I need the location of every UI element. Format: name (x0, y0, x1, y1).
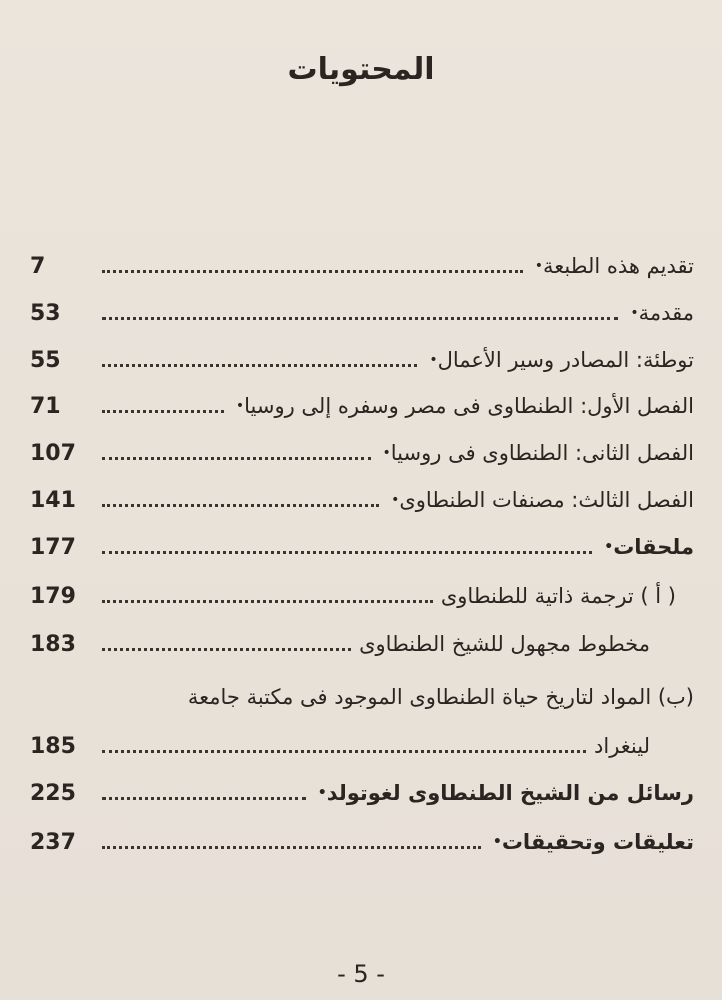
bullet: • (429, 352, 438, 368)
toc-page-number: 183 (30, 631, 76, 657)
dot-leader (102, 648, 351, 651)
toc-row (30, 677, 694, 717)
toc-page-number: 177 (30, 534, 76, 560)
page-number-footer: - 5 - (337, 960, 385, 988)
bullet: • (235, 398, 245, 414)
toc-page-number: 185 (30, 733, 76, 759)
toc-label: مقدمة (638, 301, 694, 325)
toc-page-number: 225 (30, 780, 76, 806)
dot-leader (102, 410, 224, 413)
toc-label: تعليقات وتحقيقات (501, 830, 694, 854)
toc-row (30, 624, 694, 664)
toc-entry (425, 348, 694, 372)
toc-label: توطئة: المصادر وسير الأعمال (437, 348, 694, 372)
toc-page-number: 71 (30, 393, 61, 419)
toc-label: الفصل الأول: الطنطاوى فى مصر وسفره إلى روسيا (244, 394, 694, 418)
dot-leader (102, 270, 523, 273)
toc-row (30, 386, 694, 426)
dot-leader (102, 364, 417, 367)
toc-entry (594, 734, 694, 758)
toc-entry (232, 394, 694, 418)
bullet: • (317, 785, 327, 801)
toc-row (30, 773, 694, 813)
dot-leader (102, 797, 306, 800)
toc-row (30, 433, 694, 473)
toc-entry (600, 535, 694, 559)
toc-page-number: 107 (30, 440, 76, 466)
toc-row (30, 576, 694, 616)
toc-page-number: 7 (30, 253, 46, 279)
toc-row (30, 480, 694, 520)
toc-label: رسائل من الشيخ الطنطاوى لغوتولد (326, 781, 694, 805)
toc-page-number: 237 (30, 829, 76, 855)
toc-label: الفصل الثانى: الطنطاوى فى روسيا (390, 441, 694, 465)
toc-entry (626, 301, 694, 325)
toc-entry (188, 685, 694, 709)
bullet: • (382, 445, 391, 461)
bullet: • (630, 305, 639, 321)
toc-row (30, 822, 694, 862)
toc-entry (359, 632, 694, 656)
toc-entry (441, 584, 694, 608)
toc-label: ( أ ) ترجمة ذاتية للطنطاوى (440, 584, 676, 608)
toc-entry (387, 488, 694, 512)
toc-entry (314, 781, 694, 805)
dot-leader (102, 750, 586, 753)
dot-leader (102, 551, 592, 554)
page-title: المحتويات (287, 52, 435, 87)
toc-row (30, 246, 694, 286)
toc-label: (ب) المواد لتاريخ حياة الطنطاوى الموجود فى مكتبة جامعة (187, 685, 694, 709)
toc-label: الفصل الثالث: مصنفات الطنطاوى (399, 488, 694, 512)
bullet: • (534, 258, 544, 274)
toc-label: تقديم هذه الطبعة (543, 254, 694, 278)
toc-page-number: 179 (30, 583, 76, 609)
bullet: • (492, 834, 502, 850)
toc-page-number: 141 (30, 487, 76, 513)
toc-row (30, 340, 694, 380)
toc-row (30, 726, 694, 766)
bullet: • (391, 492, 400, 508)
toc-entry (489, 830, 694, 854)
dot-leader (102, 317, 618, 320)
dot-leader (102, 600, 433, 603)
toc-entry (379, 441, 694, 465)
dot-leader (102, 457, 371, 460)
dot-leader (102, 846, 481, 849)
toc-label: لينغراد (594, 734, 650, 758)
toc-row (30, 527, 694, 567)
toc-entry (531, 254, 694, 278)
toc-page-number: 53 (30, 300, 61, 326)
toc-row (30, 293, 694, 333)
toc-page-number: 55 (30, 347, 61, 373)
bullet: • (604, 539, 614, 555)
dot-leader (102, 504, 379, 507)
toc-label: مخطوط مجهول للشيخ الطنطاوى (359, 632, 650, 656)
toc-label: ملحقات (613, 535, 694, 559)
